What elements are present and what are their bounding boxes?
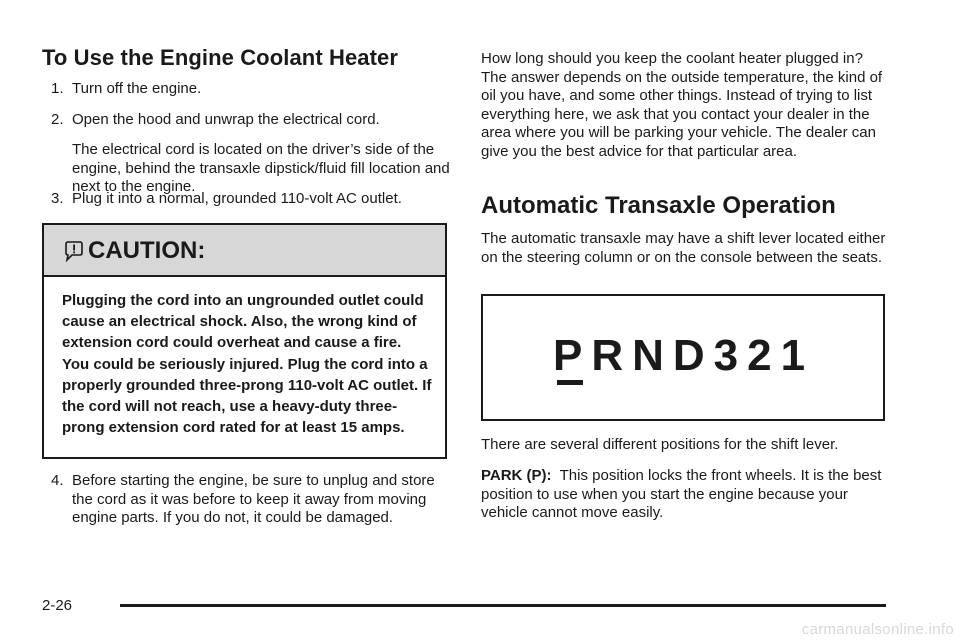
shift-indicator-box [481, 294, 885, 421]
step-text: Open the hood and unwrap the electrical cord. [72, 111, 380, 128]
step-2-note: The electrical cord is located on the driver’s side of the engine, behind the transaxle dipstick/fluid fill location and next to the engine. [72, 141, 450, 195]
shift-positions-text: There are several different positions for the shift lever. [481, 436, 839, 453]
transaxle-intro-text: The automatic transaxle may have a shift lever located either on the steering column or on the console between the seats. [481, 230, 886, 266]
step-text: Plug it into a normal, grounded 110-volt AC outlet. [72, 190, 402, 207]
caution-header [44, 225, 445, 277]
step-number: 1. [51, 80, 64, 97]
step-text: Turn off the engine. [72, 80, 202, 97]
footer-rule [120, 604, 886, 607]
warning-icon [63, 240, 85, 262]
caution-title: CAUTION: [88, 237, 206, 264]
caution-box [42, 223, 447, 459]
park-paragraph [481, 467, 889, 523]
section-heading-transaxle: Automatic Transaxle Operation [481, 192, 836, 219]
step-text: Before starting the engine, be sure to unplug and store the cord as it was before to keep it away from moving engine parts. If you do not, it could be damaged. [72, 472, 435, 526]
section-heading-coolant-heater: To Use the Engine Coolant Heater [42, 45, 399, 70]
park-indicator-mark [557, 380, 583, 385]
park-label: PARK (P): [481, 467, 552, 484]
caution-text: Plugging the cord into an ungrounded outlet could cause an electrical shock. Also, the wrong kind of extension cord could overheat and cause a fire. You could be seriously injured. Plug the cord into a properly grounded three-prong 110-volt AC outlet. If the cord will not reach, use a heavy-duty three-prong extension cord rated for at least 15 amps. [62, 292, 432, 437]
coolant-heater-duration-text: How long should you keep the coolant heater plugged in? The answer depends on the outside temperature, the kind of oil you have, and some other things. Instead of trying to list everything here, we ask that you contact your dealer in the area where you will be parking your vehicle. The dealer can give you the best advice for that particular area. [481, 50, 883, 160]
step-number: 3. [51, 190, 64, 207]
watermark: carmanualsonline.info [801, 621, 954, 638]
page-number: 2-26 [42, 597, 73, 614]
shift-positions-label: PRND321 [553, 331, 815, 380]
park-description: This position locks the front wheels. It is the best position to use when you start the engine because your vehicle cannot move easily. [481, 467, 882, 521]
step-number: 2. [51, 111, 64, 128]
step-number: 4. [51, 472, 64, 489]
